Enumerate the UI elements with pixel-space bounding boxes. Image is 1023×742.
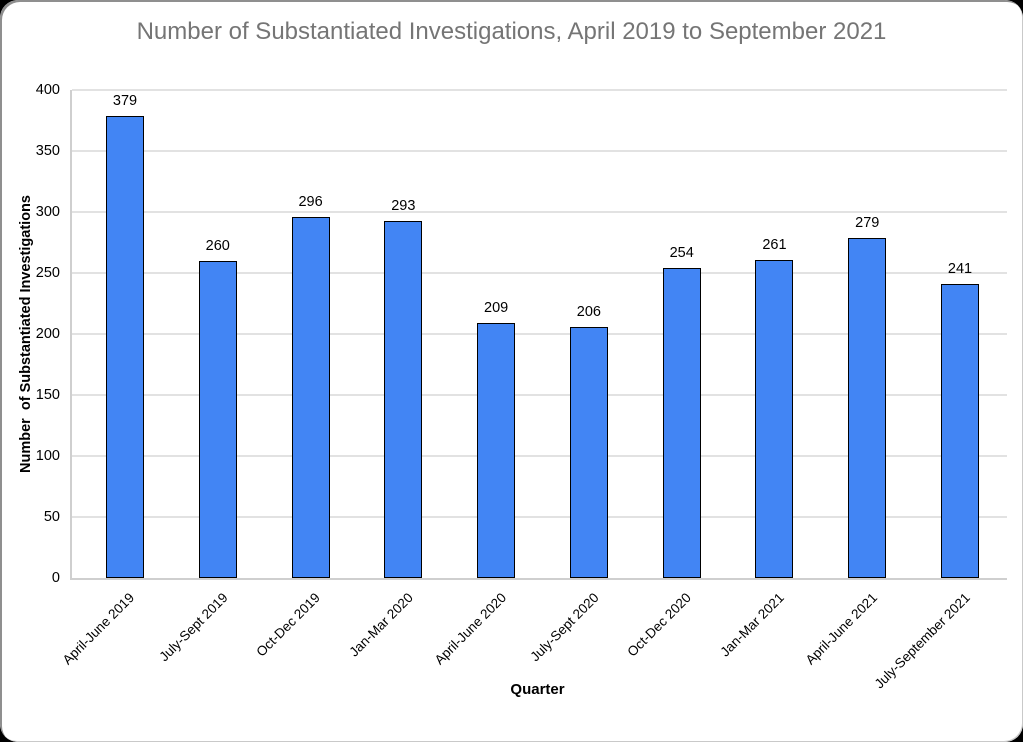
bar-value-label: 261 — [762, 236, 787, 253]
bar-value-label: 206 — [576, 303, 601, 320]
bar-value-label: 279 — [855, 214, 880, 231]
y-tick-label-150: 150 — [35, 387, 60, 403]
bar-jan-mar-2020 — [384, 221, 422, 578]
bar-jan-mar-2021 — [755, 260, 793, 578]
bar-value-label: 296 — [298, 193, 323, 210]
x-tick-label: Oct-Dec 2019 — [253, 590, 324, 660]
bar-oct-dec-2020 — [663, 268, 701, 578]
y-tick-label-350: 350 — [35, 143, 60, 159]
bar-july-september-2021 — [941, 284, 979, 578]
x-tick-label: Oct-Dec 2020 — [624, 590, 695, 660]
y-axis-title: Number of Substantiated Investigations — [18, 195, 34, 473]
bar-value-label: 209 — [484, 300, 509, 317]
bar-april-june-2019 — [106, 116, 144, 578]
y-tick-label-250: 250 — [35, 265, 60, 281]
x-tick-label: April-June 2021 — [802, 590, 880, 668]
y-tick-label-100: 100 — [35, 448, 60, 464]
y-tick-label-200: 200 — [35, 326, 60, 342]
y-tick-label-50: 50 — [43, 509, 60, 525]
bar-value-label: 260 — [205, 237, 230, 254]
y-tick-label-0: 0 — [51, 570, 60, 586]
x-tick-label: Jan-Mar 2020 — [346, 590, 416, 660]
bar-oct-dec-2019 — [292, 217, 330, 578]
x-tick-label: July-September 2021 — [871, 590, 973, 692]
bar-value-label: 293 — [391, 197, 416, 214]
gridline-400 — [72, 89, 1007, 91]
bar-april-june-2020 — [477, 323, 515, 578]
y-tick-label-300: 300 — [35, 204, 60, 220]
bar-april-june-2021 — [848, 238, 886, 578]
bar-value-label: 241 — [947, 260, 973, 277]
bar-july-sept-2020 — [570, 327, 608, 578]
x-tick-label: April-June 2019 — [60, 590, 138, 668]
gridline-300 — [72, 211, 1007, 213]
x-tick-label: July-Sept 2019 — [156, 590, 231, 665]
plot-area — [70, 90, 1007, 580]
chart-title: Number of Substantiated Investigations, April 2019 to September 2021 — [136, 18, 887, 45]
x-tick-label: April-June 2020 — [431, 590, 509, 668]
x-tick-label: July-Sept 2020 — [527, 590, 602, 665]
x-tick-label: Jan-Mar 2021 — [717, 590, 788, 660]
bar-value-label: 254 — [669, 245, 694, 262]
gridline-350 — [72, 150, 1007, 152]
bar-july-sept-2019 — [199, 261, 237, 578]
bar-value-label: 379 — [112, 92, 138, 109]
y-tick-label-400: 400 — [35, 82, 60, 98]
x-axis-title: Quarter — [510, 681, 565, 698]
